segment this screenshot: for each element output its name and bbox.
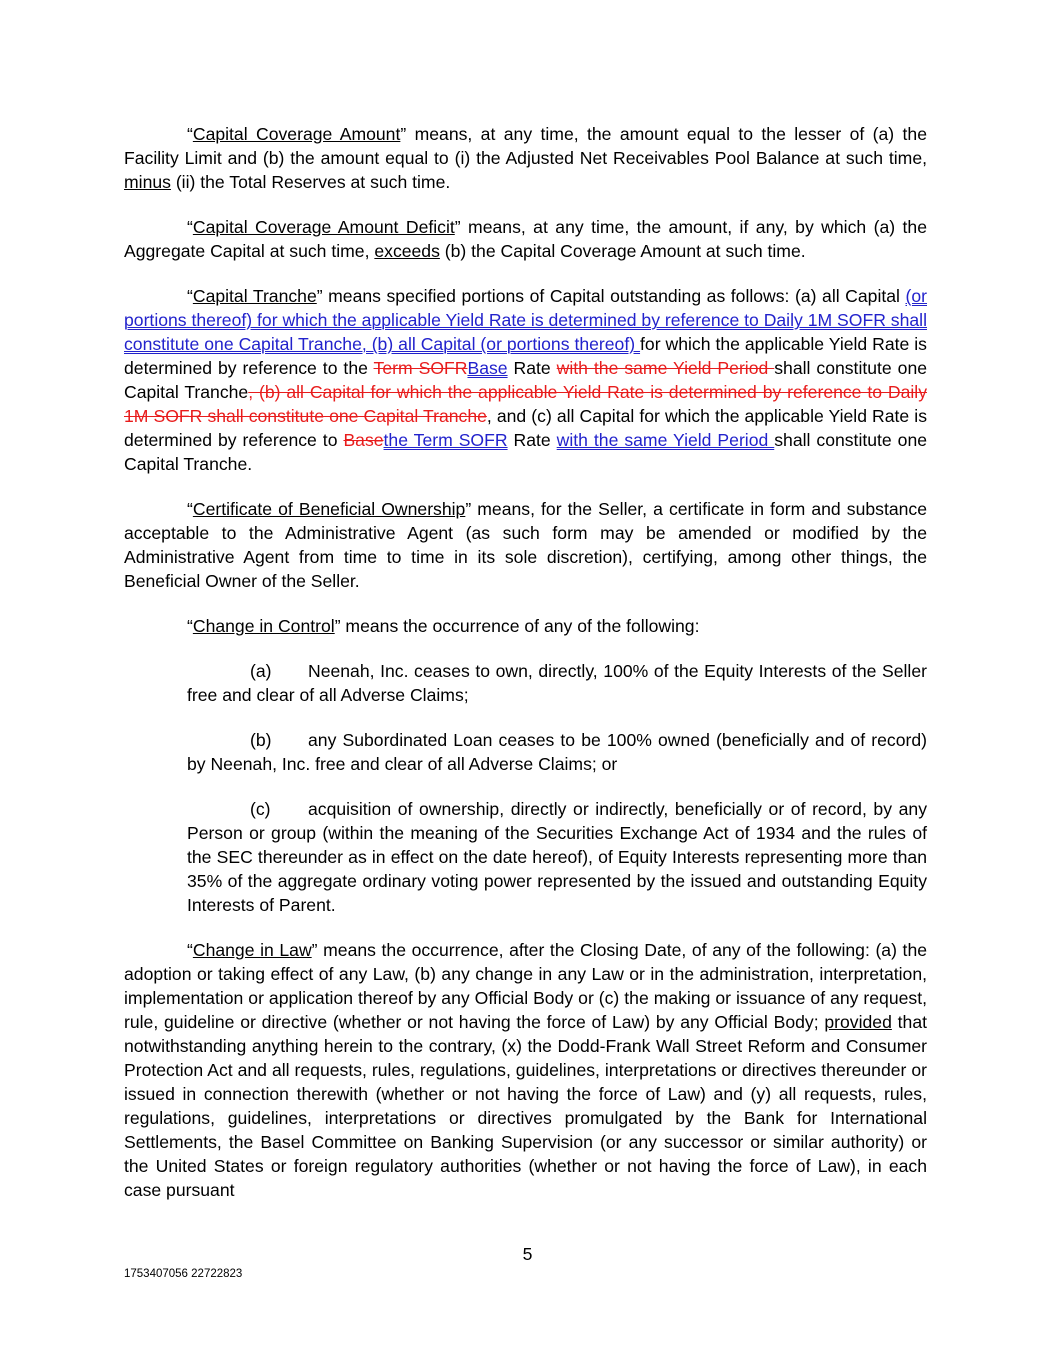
- list-item-text: any Subordinated Loan ceases to be 100% owned (beneficially and of record) by Neenah, Inc. free and clear of all Adverse Claims; or: [187, 730, 927, 774]
- list-item-label: (a): [250, 661, 272, 681]
- deleted-text: Term SOFR: [373, 358, 468, 378]
- list-item-text: Neenah, Inc. ceases to own, directly, 100% of the Equity Interests of the Seller free and clear of all Adverse Claims;: [187, 661, 927, 705]
- list-item: [187, 728, 927, 776]
- definition-text: , and (c) all Capital for which the applicable Yield Rate is determined by reference to: [124, 406, 927, 450]
- emphasis-term: provided: [824, 1012, 892, 1032]
- document-id: 1753407056 22722823: [124, 1268, 243, 1280]
- definition-change-in-control: [124, 614, 927, 638]
- inserted-text: (or portions thereof) for which the applicable Yield Rate is determined by reference to Daily 1M SOFR shall constitute one Capital Tranche, (b) all Capital (or portions thereof): [124, 286, 927, 354]
- definition-text: ” means, at any time, the amount equal to the lesser of (a) the Facility Limit and (b) the amount equal to (i) the Adjusted Net Receivables Pool Balance at such time,: [124, 124, 927, 168]
- definition-capital-coverage-amount-deficit: [124, 215, 927, 263]
- list-item-label: (b): [250, 730, 272, 750]
- quote-open: “: [187, 616, 193, 636]
- deleted-text: Base: [343, 430, 384, 450]
- quote-open: “: [187, 940, 193, 960]
- defined-term: Capital Tranche: [192, 286, 317, 306]
- list-item-text: acquisition of ownership, directly or indirectly, beneficially or of record, by any Person or group (within the meaning of the Securities Exchange Act of 1934 and the rules of the SEC thereunder as in effect on the date hereof), of Equity Interests representing more than 35% of the aggregate ordinary voting power represented by the issued and outstanding Equity Interests of Parent.: [187, 799, 927, 915]
- document-body: [124, 122, 927, 1223]
- definition-capital-coverage-amount: [124, 122, 927, 194]
- definition-certificate-of-beneficial-ownership: [124, 497, 927, 593]
- definition-text: shall constitute one Capital Tranche: [124, 358, 928, 402]
- inserted-text: Base: [467, 358, 508, 378]
- definition-text: (ii) the Total Reserves at such time.: [170, 172, 451, 192]
- definition-text: (b) the Capital Coverage Amount at such time.: [439, 241, 806, 261]
- quote-open: “: [187, 499, 193, 519]
- quote-open: “: [187, 124, 193, 144]
- inserted-text: the Term SOFR: [383, 430, 508, 450]
- definition-text: shall constitute one Capital Tranche.: [124, 430, 928, 474]
- definition-text: ” means the occurrence of any of the following:: [334, 616, 700, 636]
- definition-text: ” means, for the Seller, a certificate in form and substance acceptable to the Administrative Agent (as such form may be amended or modified by the Administrative Agent from time to time in its sole discretion), certifying, among other things, the Beneficial Owner of the Seller.: [124, 499, 927, 591]
- list-item: [187, 797, 927, 917]
- definition-text: Rate: [507, 358, 557, 378]
- defined-term: Capital Coverage Amount: [192, 124, 401, 144]
- definition-capital-tranche: [124, 284, 927, 476]
- definition-text: ” means the occurrence, after the Closing Date, of any of the following: (a) the adoption or taking effect of any Law, (b) any change in any Law or in the administration, interpretation, implementation or application thereof by any Official Body or (c) the making or issuance of any request, rule, guideline or directive (whether or not having the force of Law) by any Official Body;: [124, 940, 928, 1032]
- definition-text: ” means specified portions of Capital outstanding as follows: (a) all Capital: [316, 286, 906, 306]
- page-number: 5: [522, 1244, 533, 1264]
- inserted-text: with the same Yield Period: [556, 430, 775, 450]
- defined-term: Capital Coverage Amount Deficit: [192, 217, 455, 237]
- list-item-label: (c): [250, 799, 271, 819]
- definition-text: Rate: [507, 430, 557, 450]
- definition-text: for which the applicable Yield Rate is determined by reference to the: [124, 334, 927, 378]
- emphasis-term: minus: [124, 172, 171, 192]
- quote-open: “: [187, 217, 193, 237]
- quote-open: “: [187, 286, 193, 306]
- list-item: [187, 659, 927, 707]
- definition-text: ” means, at any time, the amount, if any, by which (a) the Aggregate Capital at such time,: [124, 217, 927, 261]
- definition-change-in-law: [124, 938, 927, 1202]
- deleted-text: with the same Yield Period: [556, 358, 775, 378]
- defined-term: Change in Law: [192, 940, 312, 960]
- deleted-text: , (b) all Capital for which the applicable Yield Rate is determined by reference to Daily 1M SOFR shall constitute one Capital Tranche: [124, 382, 927, 426]
- definition-text: that notwithstanding anything herein to the contrary, (x) the Dodd-Frank Wall Street Reform and Consumer Protection Act and all requests, rules, regulations, guidelines, interpretations or directives thereunder or issued in connection therewith (whether or not having the force of Law) and (y) all requests, rules, regulations, guidelines, interpretations or directives promulgated by the Bank for International Settlements, the Basel Committee on Banking Supervision (or any successor or similar authority) or the United States or foreign regulatory authorities (whether or not having the force of Law), in each case pursuant: [124, 1012, 927, 1200]
- emphasis-term: exceeds: [374, 241, 440, 261]
- defined-term: Certificate of Beneficial Ownership: [192, 499, 466, 519]
- defined-term: Change in Control: [192, 616, 335, 636]
